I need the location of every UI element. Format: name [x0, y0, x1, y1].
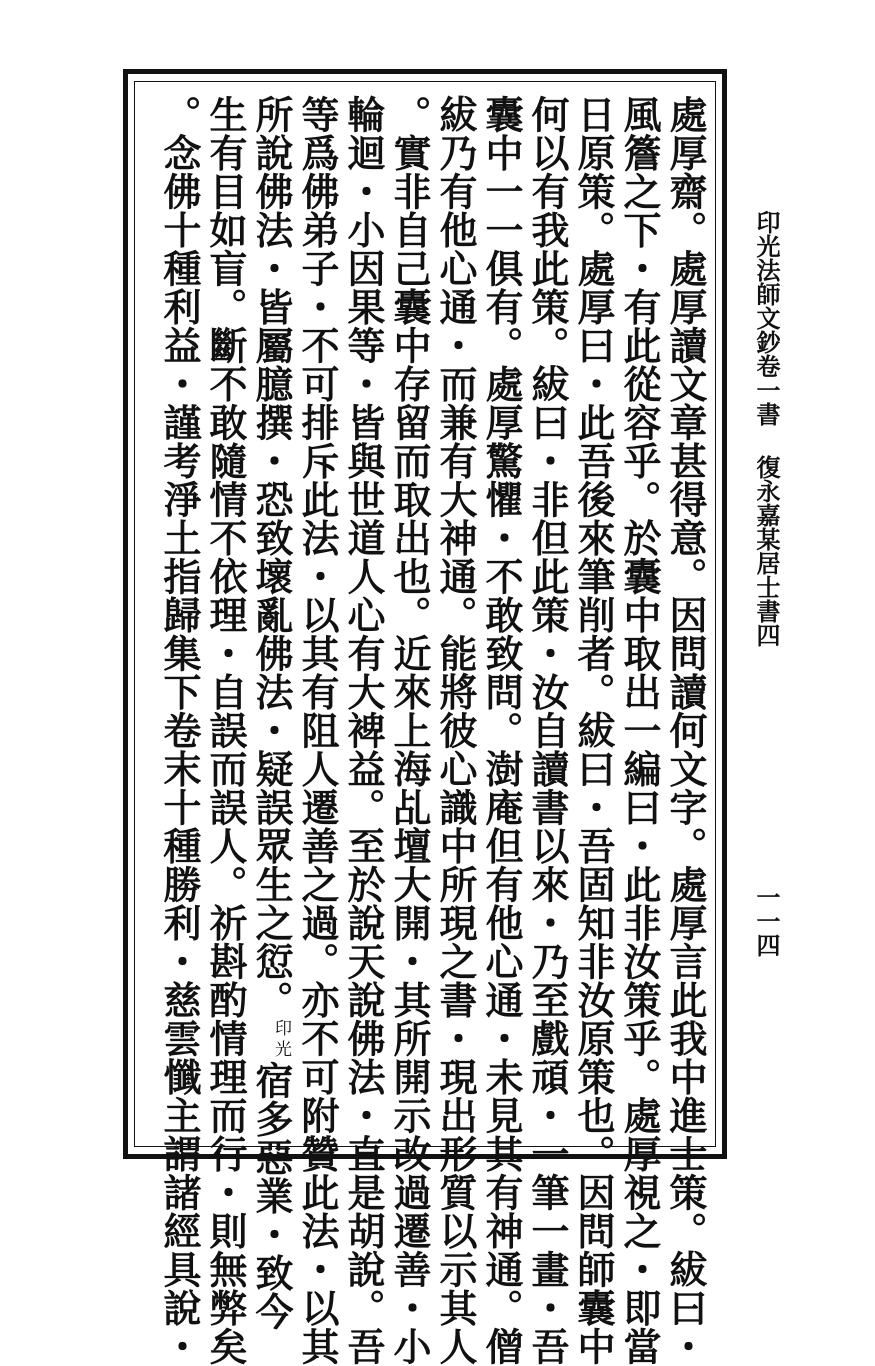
text-column-8: 輪迴・小因果等・皆與世道人心有大裨益。至於說天說佛法・直是胡說。吾	[341, 95, 386, 1366]
text-column-10	[249, 95, 294, 1331]
text-column-12: 。念佛十種利益・謹考淨土指歸集下卷末十種勝利・慈雲懺主謂諸經具說・	[157, 95, 202, 1366]
text-column-3: 日原策。處厚曰・此吾後來筆削者。紱曰・吾固知非汝原策也。因問師囊中	[571, 95, 616, 1366]
text-column-11: 生有目如盲。斷不敢隨情不依理・自誤而誤人。祈斟酌情理而行・則無弊矣	[203, 95, 248, 1366]
text-column-9: 等爲佛弟子・不可排斥此法・以其有阻人遷善之過。亦不可附贊此法・以其	[295, 95, 340, 1366]
letter-title: 復永嘉某居士書四	[752, 455, 781, 647]
author-name-note: 印光	[271, 1019, 291, 1061]
text-column-7: 。實非自己囊中存留而取出也。近來上海乩壇大開・其所開示改過遷善・小	[387, 95, 432, 1366]
column-10-text-before: 所說佛法・皆屬臆撰・恐致壞亂佛法・疑誤眾生之愆。	[249, 95, 294, 1019]
text-column-6: 紱乃有他心通・而兼有大神通。能將彼心識中所現之書・現出形質以示其人	[433, 95, 478, 1366]
book-title: 印光法師文鈔卷一	[752, 210, 781, 402]
text-column-4: 何以有我此策。紱曰・非但此策・汝自讀書以來・乃至戲頑・一筆一畫・吾	[525, 95, 570, 1366]
text-column-5: 囊中一一俱有。處厚驚懼・不敢致問。澍庵但有他心通・未見其有神通。僧	[479, 95, 524, 1366]
text-column-1: 處厚齋。處厚讀文章甚得意。因問讀何文字。處厚言此我中進士策。紱曰・	[663, 95, 708, 1366]
text-column-2: 風簷之下・有此從容乎。於囊中取出一編曰・此非汝策乎。處厚視之・即當	[617, 95, 662, 1366]
section-label: 書	[752, 402, 781, 426]
page-number: 一一四	[752, 885, 781, 957]
column-10-text-after: 宿多惡業・致今	[249, 1061, 294, 1331]
